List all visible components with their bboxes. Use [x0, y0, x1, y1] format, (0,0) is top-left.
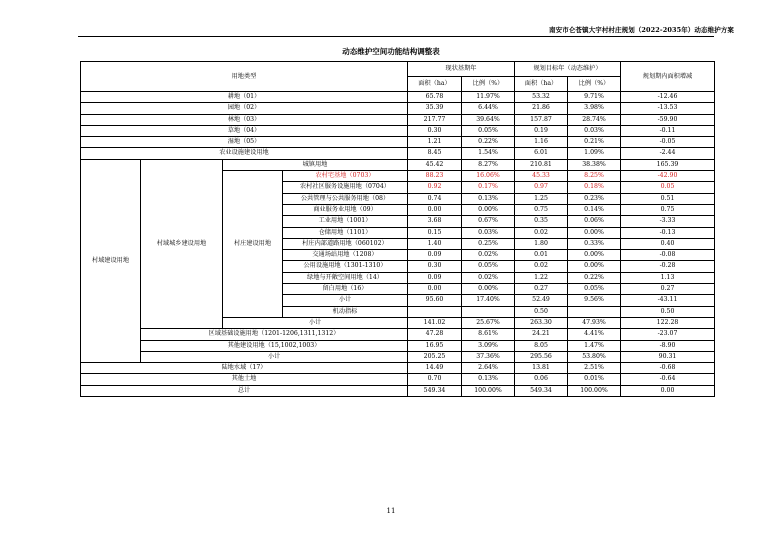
plan-ratio: 0.05% — [568, 284, 621, 295]
table-row — [81, 125, 715, 136]
land-type-header: 用地类型 — [81, 62, 408, 92]
plan-area: 24.21 — [515, 329, 568, 340]
document-header: 南安市仑苍镇大宇村村庄规划（2022-2035年）动态维护方案 — [549, 26, 734, 34]
area-change: -2.44 — [621, 148, 715, 159]
group-village-construction-land: 村庄建设用地 — [223, 171, 283, 318]
area-change: -0.28 — [621, 261, 715, 272]
base-area: 16.95 — [408, 340, 462, 351]
base-area — [408, 306, 462, 317]
base-area: 0.15 — [408, 227, 462, 238]
header-rule — [78, 36, 714, 37]
plan-ratio: 28.74% — [568, 114, 621, 125]
base-area: 47.28 — [408, 329, 462, 340]
plan-area: 295.56 — [515, 351, 568, 362]
row-label: 仓储用地（1101） — [283, 227, 408, 238]
base-area: 549.34 — [408, 385, 462, 396]
row-label: 区域基础设施用地（1201-1206,1311,1312） — [141, 329, 408, 340]
plan-area: 8.05 — [515, 340, 568, 351]
plan-ratio: 0.22% — [568, 272, 621, 283]
area-change: 0.00 — [621, 385, 715, 396]
area-change: -12.46 — [621, 92, 715, 103]
header-row-1 — [81, 62, 715, 77]
plan-ratio: 0.14% — [568, 204, 621, 215]
plan-ratio: 8.25% — [568, 171, 621, 182]
area-change: 0.75 — [621, 204, 715, 215]
row-label: 农村宅基地（0703） — [283, 171, 408, 182]
row-label: 农村社区服务设施用地（0704） — [283, 182, 408, 193]
base-ratio: 0.67% — [462, 216, 515, 227]
base-area: 141.02 — [408, 317, 462, 328]
base-ratio: 100.00% — [462, 385, 515, 396]
area-change: -8.90 — [621, 340, 715, 351]
area-change: -0.68 — [621, 363, 715, 374]
base-area: 8.45 — [408, 148, 462, 159]
base-ratio: 2.64% — [462, 363, 515, 374]
plan-area: 6.01 — [515, 148, 568, 159]
row-label: 工业用地（1001） — [283, 216, 408, 227]
base-ratio: 0.22% — [462, 137, 515, 148]
plan-ratio: 0.00% — [568, 250, 621, 261]
row-label: 城镇用地 — [223, 159, 408, 170]
plan-ratio: 0.01% — [568, 374, 621, 385]
area-change: -42.90 — [621, 171, 715, 182]
area-change: 0.05 — [621, 182, 715, 193]
area-change: 0.51 — [621, 193, 715, 204]
plan-area: 53.32 — [515, 92, 568, 103]
row-label: 小计 — [141, 351, 408, 362]
table-row — [81, 329, 715, 340]
base-area: 45.42 — [408, 159, 462, 170]
plan-area: 549.34 — [515, 385, 568, 396]
base-ratio: 37.36% — [462, 351, 515, 362]
row-label: 总计 — [81, 385, 408, 396]
plan-area: 45.33 — [515, 171, 568, 182]
row-label: 小计 — [223, 317, 408, 328]
row-label: 其他土地 — [81, 374, 408, 385]
area-change: -0.08 — [621, 250, 715, 261]
base-area: 0.09 — [408, 250, 462, 261]
table-row — [81, 148, 715, 159]
plan-ratio: 0.33% — [568, 238, 621, 249]
plan-area: 0.06 — [515, 374, 568, 385]
plan-ratio: 1.09% — [568, 148, 621, 159]
base-ratio: 0.13% — [462, 374, 515, 385]
base-area: 0.74 — [408, 193, 462, 204]
table-row — [81, 385, 715, 396]
row-label: 公共管理与公共服务用地（08） — [283, 193, 408, 204]
plan-ratio: 0.06% — [568, 216, 621, 227]
base-area: 3.68 — [408, 216, 462, 227]
row-label: 商业服务业用地（09） — [283, 204, 408, 215]
table-row — [81, 340, 715, 351]
base-ratio: 0.02% — [462, 250, 515, 261]
plan-area: 52.49 — [515, 295, 568, 306]
base-area: 1.40 — [408, 238, 462, 249]
plan-ratio: 53.80% — [568, 351, 621, 362]
base-ratio: 8.27% — [462, 159, 515, 170]
table-row — [81, 92, 715, 103]
base-ratio: 39.64% — [462, 114, 515, 125]
plan-area: 0.19 — [515, 125, 568, 136]
row-label: 林地（03） — [81, 114, 408, 125]
plan-area: 210.81 — [515, 159, 568, 170]
plan-area: 0.27 — [515, 284, 568, 295]
plan-area: 1.22 — [515, 272, 568, 283]
plan-ratio: 0.00% — [568, 261, 621, 272]
base-area: 0.00 — [408, 284, 462, 295]
area-change: 122.28 — [621, 317, 715, 328]
base-area-header: 面积（ha） — [408, 77, 462, 92]
base-ratio: 0.25% — [462, 238, 515, 249]
base-area: 88.23 — [408, 171, 462, 182]
area-change: -13.53 — [621, 103, 715, 114]
base-area: 217.77 — [408, 114, 462, 125]
plan-area: 0.97 — [515, 182, 568, 193]
plan-area: 1.16 — [515, 137, 568, 148]
plan-area: 1.80 — [515, 238, 568, 249]
row-label: 陆地水域（17） — [81, 363, 408, 374]
plan-ratio: 0.23% — [568, 193, 621, 204]
base-ratio: 6.44% — [462, 103, 515, 114]
plan-area: 0.50 — [515, 306, 568, 317]
table-row — [81, 114, 715, 125]
base-ratio: 0.05% — [462, 261, 515, 272]
base-ratio: 3.09% — [462, 340, 515, 351]
base-ratio: 25.67% — [462, 317, 515, 328]
area-change: -43.11 — [621, 295, 715, 306]
area-change: 0.27 — [621, 284, 715, 295]
base-ratio: 1.54% — [462, 148, 515, 159]
table-row — [81, 374, 715, 385]
plan-ratio: 3.98% — [568, 103, 621, 114]
plan-area: 13.81 — [515, 363, 568, 374]
row-label: 村庄内部道路用地（060102） — [283, 238, 408, 249]
group-village-construction: 村域建设用地 — [81, 159, 141, 362]
base-ratio: 11.97% — [462, 92, 515, 103]
plan-area: 263.30 — [515, 317, 568, 328]
row-label: 园地（02） — [81, 103, 408, 114]
table-row — [81, 103, 715, 114]
base-year-header: 现状基期年 — [408, 62, 515, 77]
base-ratio: 8.61% — [462, 329, 515, 340]
row-label: 湿地（05） — [81, 137, 408, 148]
base-ratio-header: 比例（%） — [462, 77, 515, 92]
plan-ratio: 9.71% — [568, 92, 621, 103]
base-ratio: 0.02% — [462, 272, 515, 283]
row-label: 小计 — [283, 295, 408, 306]
base-area: 65.78 — [408, 92, 462, 103]
base-area: 0.09 — [408, 272, 462, 283]
area-change: -0.13 — [621, 227, 715, 238]
plan-ratio-header: 比例（%） — [568, 77, 621, 92]
plan-ratio: 0.00% — [568, 227, 621, 238]
plan-ratio: 9.56% — [568, 295, 621, 306]
row-label: 交通场站用地（1208） — [283, 250, 408, 261]
base-area: 1.21 — [408, 137, 462, 148]
plan-area: 0.02 — [515, 227, 568, 238]
row-label: 农业设施建设用地 — [81, 148, 408, 159]
base-area: 14.49 — [408, 363, 462, 374]
base-ratio: 16.06% — [462, 171, 515, 182]
row-label: 机动指标 — [283, 306, 408, 317]
base-area: 205.25 — [408, 351, 462, 362]
table-row — [81, 159, 715, 170]
base-area: 0.70 — [408, 374, 462, 385]
plan-ratio: 1.47% — [568, 340, 621, 351]
table-title: 动态维护空间功能结构调整表 — [342, 47, 440, 56]
base-area: 35.39 — [408, 103, 462, 114]
row-label: 留白用地（16） — [283, 284, 408, 295]
base-area: 95.60 — [408, 295, 462, 306]
plan-ratio — [568, 306, 621, 317]
plan-area: 0.01 — [515, 250, 568, 261]
plan-area: 21.86 — [515, 103, 568, 114]
base-area: 0.30 — [408, 125, 462, 136]
base-ratio: 0.00% — [462, 284, 515, 295]
table-row — [81, 137, 715, 148]
table-row — [81, 351, 715, 362]
row-label: 绿地与开敞空间用地（14） — [283, 272, 408, 283]
area-change: -0.11 — [621, 125, 715, 136]
base-ratio: 17.40% — [462, 295, 515, 306]
row-label: 耕地（01） — [81, 92, 408, 103]
row-label: 公用设施用地（1301-1310） — [283, 261, 408, 272]
row-label: 其他建设用地（15,1002,1003） — [141, 340, 408, 351]
plan-ratio: 0.18% — [568, 182, 621, 193]
area-change: 165.39 — [621, 159, 715, 170]
base-area: 0.30 — [408, 261, 462, 272]
change-header: 规划期内面积增减 — [621, 62, 715, 92]
table-row — [81, 363, 715, 374]
area-change: 0.50 — [621, 306, 715, 317]
area-change: -0.05 — [621, 137, 715, 148]
area-change: -59.90 — [621, 114, 715, 125]
plan-area: 0.35 — [515, 216, 568, 227]
base-area: 0.92 — [408, 182, 462, 193]
plan-ratio: 38.38% — [568, 159, 621, 170]
area-change: -0.64 — [621, 374, 715, 385]
plan-area: 1.25 — [515, 193, 568, 204]
page-number: 11 — [386, 507, 396, 515]
land-structure-table — [80, 61, 715, 397]
plan-ratio: 4.41% — [568, 329, 621, 340]
target-year-header: 规划目标年（动态维护） — [515, 62, 621, 77]
plan-ratio: 2.51% — [568, 363, 621, 374]
base-ratio: 0.05% — [462, 125, 515, 136]
area-change: 1.13 — [621, 272, 715, 283]
plan-area: 157.87 — [515, 114, 568, 125]
base-ratio — [462, 306, 515, 317]
plan-ratio: 0.21% — [568, 137, 621, 148]
area-change: -23.07 — [621, 329, 715, 340]
group-urban-rural: 村域城乡建设用地 — [141, 159, 223, 328]
base-ratio: 0.13% — [462, 193, 515, 204]
area-change: 90.31 — [621, 351, 715, 362]
plan-area: 0.75 — [515, 204, 568, 215]
area-change: -3.33 — [621, 216, 715, 227]
plan-ratio: 100.00% — [568, 385, 621, 396]
base-area: 0.00 — [408, 204, 462, 215]
plan-area-header: 面积（ha） — [515, 77, 568, 92]
base-ratio: 0.03% — [462, 227, 515, 238]
base-ratio: 0.00% — [462, 204, 515, 215]
plan-ratio: 0.03% — [568, 125, 621, 136]
row-label: 草地（04） — [81, 125, 408, 136]
base-ratio: 0.17% — [462, 182, 515, 193]
area-change: 0.40 — [621, 238, 715, 249]
plan-ratio: 47.93% — [568, 317, 621, 328]
plan-area: 0.02 — [515, 261, 568, 272]
